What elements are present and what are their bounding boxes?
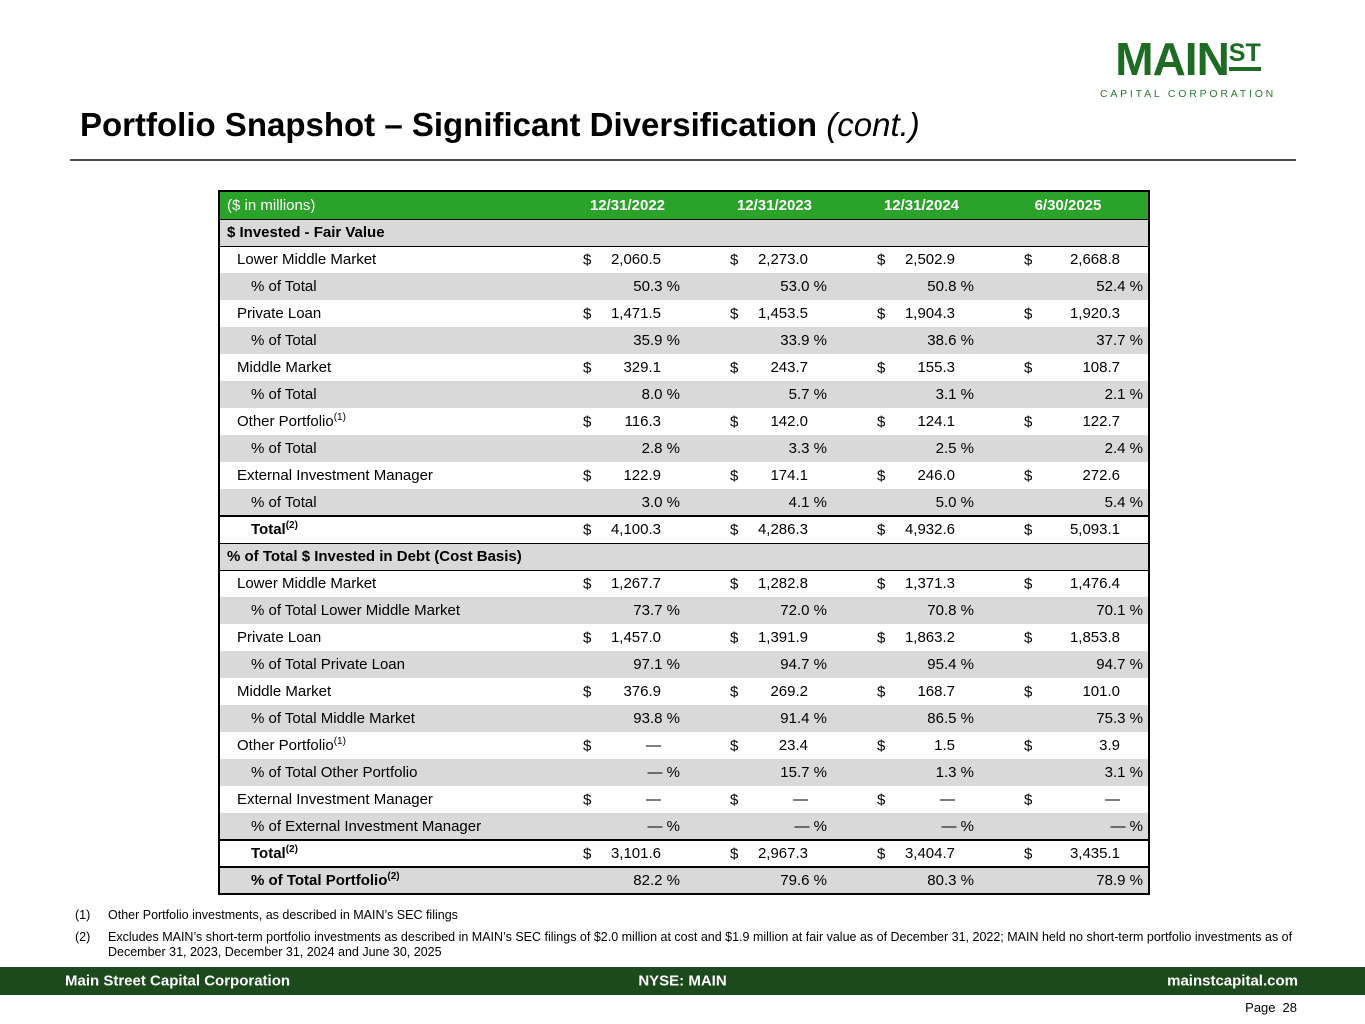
percent-value-cell: 73.7 % — [561, 597, 708, 624]
row-label: Private Loan — [219, 300, 561, 327]
dollar-value-cell — [708, 300, 855, 327]
dollar-value-cell — [855, 408, 1002, 435]
percent-value-cell: 2.4 % — [1002, 435, 1149, 462]
cell-amount: 2,273.0 — [757, 251, 808, 269]
cell-amount: 174.1 — [770, 467, 808, 484]
cell-amount: 1,920.3 — [1069, 305, 1120, 322]
header-col-2022: 12/31/2022 — [561, 191, 708, 219]
cell-amount: 1,371.3 — [904, 575, 955, 593]
cell-amount: 155.3 — [917, 359, 955, 376]
dollar-sign: $ — [730, 359, 739, 376]
footnote-1 — [75, 908, 1315, 924]
percent-value-cell: 94.7 % — [708, 651, 855, 678]
dollar-value-cell — [855, 300, 1002, 327]
footnote-2-marker: (2) — [75, 929, 91, 944]
footnote-2-text: Excludes MAIN’s short-term portfolio investments as described in MAIN’s SEC filings of $2.0 million at cost and $1.9 million at fair value as of December 31, 2022; MAIN held no short-term portfolio investments as of December 31, 2023, December 31, 2024 and June 30, 2025 — [108, 929, 1293, 960]
percent-value-cell: 97.1 % — [561, 651, 708, 678]
table-row — [219, 462, 1149, 489]
row-label: % of Total — [219, 273, 561, 300]
row-label: % of Total Portfolio$^{(2)}$ — [219, 867, 561, 894]
dollar-value-cell — [855, 570, 1002, 597]
dollar-sign: $ — [1024, 413, 1033, 430]
table-row — [219, 327, 1149, 354]
percent-value-cell: 78.9 % — [1002, 867, 1149, 894]
cell-amount: — — [646, 791, 661, 808]
table-row — [219, 624, 1149, 651]
percent-value-cell: 5.0 % — [855, 489, 1002, 516]
table-row — [219, 597, 1149, 624]
dollar-value-cell — [1002, 516, 1149, 543]
dollar-sign: $ — [1024, 845, 1033, 862]
percent-value-cell: 79.6 % — [708, 867, 855, 894]
cell-amount: 329.1 — [623, 359, 661, 376]
table-row — [219, 246, 1149, 273]
dollar-value-cell — [708, 462, 855, 489]
dollar-value-cell — [855, 246, 1002, 273]
table-row — [219, 408, 1149, 435]
section-label: % of Total $ Invested in Debt (Cost Basis) — [219, 543, 1149, 570]
dollar-value-cell — [708, 570, 855, 597]
percent-value-cell: — % — [855, 813, 1002, 840]
cell-amount: — — [793, 791, 808, 808]
cell-amount: 2,668.8 — [1069, 251, 1120, 269]
header-units-label: ($ in millions) — [219, 191, 561, 219]
cell-amount: 122.9 — [623, 467, 661, 484]
footer-bar — [0, 967, 1365, 995]
dollar-sign: $ — [730, 305, 739, 322]
row-label: % of Total — [219, 435, 561, 462]
cell-amount: 1,453.5 — [757, 305, 808, 322]
cell-amount: 3,435.1 — [1069, 845, 1120, 862]
logo-subtitle: CAPITAL CORPORATION — [1099, 88, 1277, 100]
row-label: % of Total Lower Middle Market — [219, 597, 561, 624]
cell-amount: 2,502.9 — [904, 251, 955, 269]
cell-amount: 2,967.3 — [757, 845, 808, 862]
dollar-value-cell — [1002, 840, 1149, 867]
dollar-sign: $ — [730, 737, 739, 754]
dollar-value-cell — [855, 732, 1002, 759]
cell-amount: 122.7 — [1082, 413, 1120, 430]
dollar-sign: $ — [583, 737, 592, 754]
cell-amount: — — [1105, 791, 1120, 808]
percent-value-cell: 1.3 % — [855, 759, 1002, 786]
dollar-sign: $ — [877, 683, 886, 700]
dollar-value-cell — [708, 678, 855, 705]
dollar-sign: $ — [730, 521, 739, 539]
mainst-logo — [1098, 33, 1278, 100]
cell-amount: 4,286.3 — [757, 521, 808, 539]
cell-amount: 108.7 — [1082, 359, 1120, 376]
percent-value-cell: 5.4 % — [1002, 489, 1149, 516]
dollar-value-cell — [1002, 300, 1149, 327]
dollar-value-cell — [855, 516, 1002, 543]
cell-amount: 142.0 — [770, 413, 808, 430]
dollar-value-cell — [1002, 246, 1149, 273]
dollar-value-cell — [708, 786, 855, 813]
row-label: Private Loan — [219, 624, 561, 651]
dollar-sign: $ — [1024, 467, 1033, 484]
dollar-sign: $ — [1024, 521, 1033, 539]
percent-value-cell: 93.8 % — [561, 705, 708, 732]
cell-amount: 4,100.3 — [610, 521, 661, 539]
dollar-value-cell — [708, 408, 855, 435]
dollar-sign: $ — [877, 521, 886, 539]
dollar-sign: $ — [877, 845, 886, 862]
cell-amount: 243.7 — [770, 359, 808, 376]
percent-value-cell: 75.3 % — [1002, 705, 1149, 732]
footer-website: mainstcapital.com — [1167, 972, 1298, 990]
page-title-main: Portfolio Snapshot – Significant Diversification — [80, 106, 827, 143]
dollar-sign: $ — [583, 845, 592, 862]
dollar-value-cell — [561, 732, 708, 759]
percent-value-cell: 33.9 % — [708, 327, 855, 354]
footnote-1-text: Other Portfolio investments, as described in MAIN’s SEC filings — [108, 908, 458, 922]
row-label: Lower Middle Market — [219, 246, 561, 273]
dollar-value-cell — [1002, 624, 1149, 651]
footnote-1-marker: (1) — [75, 908, 91, 922]
dollar-sign: $ — [877, 575, 886, 593]
table-row — [219, 759, 1149, 786]
portfolio-table — [218, 190, 1150, 895]
row-label: % of Total — [219, 381, 561, 408]
table-row — [219, 273, 1149, 300]
cell-amount: — — [646, 737, 661, 754]
dollar-sign: $ — [877, 467, 886, 484]
table-row — [219, 435, 1149, 462]
percent-value-cell: 82.2 % — [561, 867, 708, 894]
dollar-value-cell — [708, 354, 855, 381]
dollar-sign: $ — [877, 359, 886, 376]
dollar-sign: $ — [730, 683, 739, 700]
page-number-value: 28 — [1282, 1000, 1297, 1015]
dollar-sign: $ — [1024, 305, 1033, 322]
dollar-value-cell — [561, 516, 708, 543]
cell-amount: 1,267.7 — [610, 575, 661, 593]
dollar-sign: $ — [583, 413, 592, 430]
dollar-value-cell — [708, 840, 855, 867]
percent-value-cell: 35.9 % — [561, 327, 708, 354]
cell-amount: 1,476.4 — [1069, 575, 1120, 593]
dollar-sign: $ — [730, 467, 739, 484]
portfolio-table-body — [219, 219, 1149, 894]
dollar-value-cell — [561, 786, 708, 813]
logo-st-superscript: ST — [1229, 41, 1261, 71]
dollar-value-cell — [855, 354, 1002, 381]
footnote-reference: (1) — [333, 412, 346, 423]
percent-value-cell: 95.4 % — [855, 651, 1002, 678]
table-row — [219, 570, 1149, 597]
page-title — [80, 106, 920, 144]
table-row — [219, 489, 1149, 516]
dollar-value-cell — [561, 300, 708, 327]
dollar-sign: $ — [877, 629, 886, 646]
cell-amount: 269.2 — [770, 683, 808, 700]
percent-value-cell: 5.7 % — [708, 381, 855, 408]
cell-amount: 3,404.7 — [904, 845, 955, 862]
dollar-sign: $ — [877, 251, 886, 269]
cell-amount: 1,457.0 — [610, 629, 661, 646]
cell-amount: 23.4 — [778, 737, 808, 754]
dollar-sign: $ — [730, 629, 739, 646]
table-row — [219, 678, 1149, 705]
table-row — [219, 354, 1149, 381]
dollar-value-cell — [708, 624, 855, 651]
dollar-sign: $ — [730, 845, 739, 862]
cell-amount: 1.5 — [934, 737, 955, 754]
cell-amount: 2,060.5 — [610, 251, 661, 269]
cell-amount: 3,101.6 — [610, 845, 661, 862]
page-title-cont: (cont.) — [826, 106, 920, 143]
cell-amount: — — [940, 791, 955, 808]
dollar-sign: $ — [877, 305, 886, 322]
cell-amount: 3.9 — [1099, 737, 1120, 754]
dollar-value-cell — [561, 624, 708, 651]
cell-amount: 1,391.9 — [757, 629, 808, 646]
percent-value-cell: 3.3 % — [708, 435, 855, 462]
percent-value-cell: 38.6 % — [855, 327, 1002, 354]
dollar-sign: $ — [1024, 575, 1033, 593]
dollar-sign: $ — [1024, 359, 1033, 376]
dollar-sign: $ — [583, 791, 592, 808]
row-label: Other Portfolio$^{(1)}$ — [219, 408, 561, 435]
percent-value-cell: 50.3 % — [561, 273, 708, 300]
row-label: Middle Market — [219, 678, 561, 705]
percent-value-cell: 80.3 % — [855, 867, 1002, 894]
row-label: % of Total Private Loan — [219, 651, 561, 678]
footer-company-name: Main Street Capital Corporation — [65, 972, 291, 990]
title-underline — [70, 159, 1296, 161]
dollar-sign: $ — [583, 575, 592, 593]
section-label: $ Invested - Fair Value — [219, 219, 1149, 246]
dollar-value-cell — [855, 786, 1002, 813]
cell-amount: 246.0 — [917, 467, 955, 484]
dollar-value-cell — [1002, 570, 1149, 597]
dollar-value-cell — [1002, 462, 1149, 489]
percent-value-cell: 3.0 % — [561, 489, 708, 516]
percent-value-cell: 8.0 % — [561, 381, 708, 408]
table-row — [219, 381, 1149, 408]
cell-amount: 4,932.6 — [904, 521, 955, 539]
percent-value-cell: 50.8 % — [855, 273, 1002, 300]
percent-value-cell: — % — [1002, 813, 1149, 840]
dollar-sign: $ — [1024, 629, 1033, 646]
dollar-sign: $ — [730, 791, 739, 808]
cell-amount: 5,093.1 — [1069, 521, 1120, 539]
percent-value-cell: — % — [561, 759, 708, 786]
footnote-reference: (2) — [285, 844, 298, 855]
row-label: % of External Investment Manager — [219, 813, 561, 840]
table-row — [219, 705, 1149, 732]
dollar-sign: $ — [583, 359, 592, 376]
table-row — [219, 300, 1149, 327]
table-row — [219, 786, 1149, 813]
percent-value-cell: 70.1 % — [1002, 597, 1149, 624]
row-label: Total$^{(2)}$ — [219, 840, 561, 867]
dollar-sign: $ — [730, 413, 739, 430]
row-label: % of Total Other Portfolio — [219, 759, 561, 786]
row-label: Other Portfolio$^{(1)}$ — [219, 732, 561, 759]
table-row — [219, 840, 1149, 867]
cell-amount: 1,282.8 — [757, 575, 808, 593]
percent-value-cell: 2.8 % — [561, 435, 708, 462]
page-number-label: Page — [1245, 1000, 1276, 1015]
section-header-row — [219, 219, 1149, 246]
section-header-row — [219, 543, 1149, 570]
percent-value-cell: 94.7 % — [1002, 651, 1149, 678]
dollar-sign: $ — [583, 305, 592, 322]
table-row — [219, 651, 1149, 678]
dollar-sign: $ — [877, 737, 886, 754]
cell-amount: 1,904.3 — [904, 305, 955, 322]
cell-amount: 376.9 — [623, 683, 661, 700]
table-header-row — [219, 191, 1149, 219]
dollar-value-cell — [561, 678, 708, 705]
footnote-2 — [75, 930, 1315, 961]
logo-wordmark — [1098, 33, 1278, 85]
row-label: External Investment Manager — [219, 786, 561, 813]
percent-value-cell: 70.8 % — [855, 597, 1002, 624]
dollar-value-cell — [855, 840, 1002, 867]
percent-value-cell: 52.4 % — [1002, 273, 1149, 300]
dollar-sign: $ — [877, 413, 886, 430]
footnote-reference: (2) — [285, 520, 298, 532]
row-label: % of Total — [219, 327, 561, 354]
row-label: External Investment Manager — [219, 462, 561, 489]
cell-amount: 101.0 — [1082, 683, 1120, 700]
percent-value-cell: — % — [561, 813, 708, 840]
percent-value-cell: 86.5 % — [855, 705, 1002, 732]
footnote-reference: (2) — [387, 871, 400, 882]
percent-value-cell: 37.7 % — [1002, 327, 1149, 354]
portfolio-table-container — [218, 190, 1148, 895]
dollar-value-cell — [1002, 408, 1149, 435]
cell-amount: 1,863.2 — [904, 629, 955, 646]
row-label: % of Total — [219, 489, 561, 516]
footnotes — [75, 908, 1315, 967]
dollar-value-cell — [708, 246, 855, 273]
cell-amount: 272.6 — [1082, 467, 1120, 484]
dollar-value-cell — [855, 678, 1002, 705]
table-row — [219, 516, 1149, 543]
row-label: Middle Market — [219, 354, 561, 381]
dollar-sign: $ — [583, 683, 592, 700]
dollar-sign: $ — [1024, 683, 1033, 700]
dollar-value-cell — [561, 246, 708, 273]
percent-value-cell: 2.1 % — [1002, 381, 1149, 408]
dollar-value-cell — [1002, 678, 1149, 705]
dollar-sign: $ — [730, 575, 739, 593]
dollar-value-cell — [561, 354, 708, 381]
cell-amount: 1,853.8 — [1069, 629, 1120, 646]
cell-amount: 1,471.5 — [610, 305, 661, 322]
dollar-sign: $ — [877, 791, 886, 808]
percent-value-cell: 4.1 % — [708, 489, 855, 516]
dollar-value-cell — [561, 408, 708, 435]
table-row — [219, 732, 1149, 759]
logo-main-text: MAIN — [1115, 33, 1229, 85]
cell-amount: 168.7 — [917, 683, 955, 700]
dollar-sign: $ — [583, 521, 592, 539]
header-col-2023: 12/31/2023 — [708, 191, 855, 219]
cell-amount: 116.3 — [624, 413, 661, 430]
dollar-sign: $ — [1024, 737, 1033, 754]
header-col-2024: 12/31/2024 — [855, 191, 1002, 219]
dollar-sign: $ — [1024, 791, 1033, 808]
percent-value-cell: 72.0 % — [708, 597, 855, 624]
dollar-sign: $ — [1024, 251, 1033, 269]
page-number — [1245, 1000, 1297, 1015]
dollar-value-cell — [561, 462, 708, 489]
cell-amount: 124.1 — [917, 413, 955, 430]
percent-value-cell: 3.1 % — [855, 381, 1002, 408]
header-col-2025: 6/30/2025 — [1002, 191, 1149, 219]
percent-value-cell: 2.5 % — [855, 435, 1002, 462]
percent-value-cell: 91.4 % — [708, 705, 855, 732]
dollar-value-cell — [1002, 786, 1149, 813]
percent-value-cell: 3.1 % — [1002, 759, 1149, 786]
dollar-sign: $ — [583, 251, 592, 269]
dollar-value-cell — [561, 570, 708, 597]
dollar-value-cell — [708, 516, 855, 543]
dollar-value-cell — [1002, 732, 1149, 759]
row-label: Total$^{(2)}$ — [219, 516, 561, 543]
dollar-value-cell — [1002, 354, 1149, 381]
dollar-sign: $ — [583, 629, 592, 646]
row-label: % of Total Middle Market — [219, 705, 561, 732]
dollar-value-cell — [561, 840, 708, 867]
dollar-value-cell — [855, 462, 1002, 489]
footnote-reference: (1) — [333, 736, 346, 747]
percent-value-cell: 53.0 % — [708, 273, 855, 300]
table-row — [219, 813, 1149, 840]
dollar-sign: $ — [730, 251, 739, 269]
dollar-value-cell — [855, 624, 1002, 651]
percent-value-cell: 15.7 % — [708, 759, 855, 786]
table-row — [219, 867, 1149, 894]
dollar-sign: $ — [583, 467, 592, 484]
percent-value-cell: — % — [708, 813, 855, 840]
footer-ticker: NYSE: MAIN — [638, 972, 727, 990]
row-label: Lower Middle Market — [219, 570, 561, 597]
dollar-value-cell — [708, 732, 855, 759]
